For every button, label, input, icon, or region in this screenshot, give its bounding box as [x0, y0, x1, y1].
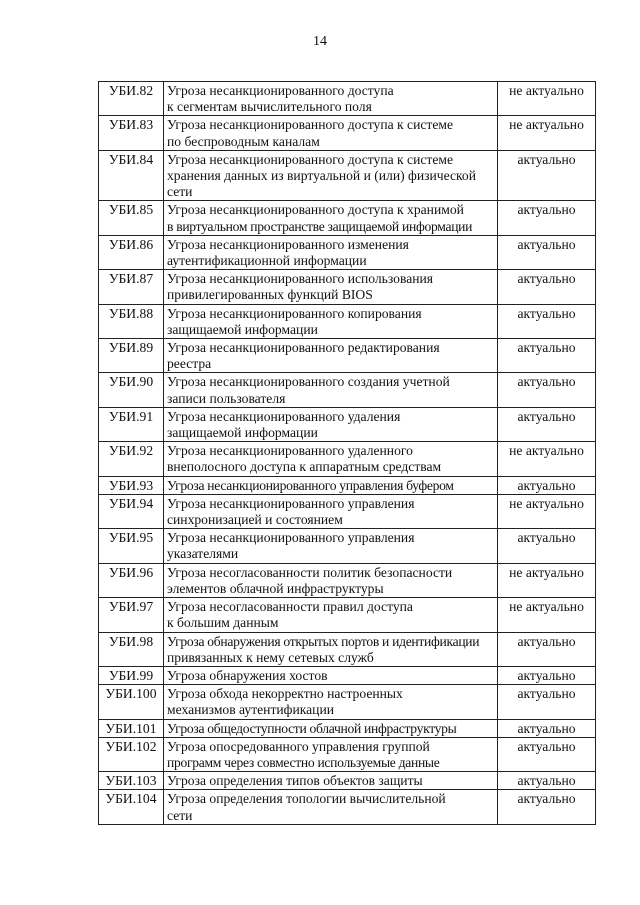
- threat-status-cell: актуально: [498, 407, 596, 441]
- threat-id-cell: УБИ.90: [99, 373, 164, 407]
- threat-status-cell: не актуально: [498, 494, 596, 528]
- threat-description-line: к сегментам вычислительного поля: [167, 99, 372, 115]
- threat-id-cell: УБИ.104: [99, 790, 164, 824]
- threats-table: [98, 81, 596, 825]
- threat-description-line: элементов облачной инфраструктуры: [167, 580, 384, 596]
- threat-row: [99, 201, 596, 235]
- threat-description-cell: [164, 719, 498, 737]
- threat-description-line: защищаемой информации: [167, 425, 318, 441]
- threat-row: [99, 270, 596, 304]
- threat-description-cell: [164, 150, 498, 201]
- threat-row: [99, 719, 596, 737]
- threat-status-cell: не актуально: [498, 82, 596, 116]
- threat-id-cell: УБИ.88: [99, 304, 164, 338]
- threat-id-cell: УБИ.100: [99, 685, 164, 719]
- threat-description-line: Угроза несанкционированного изменения: [167, 236, 409, 252]
- threat-id-cell: УБИ.87: [99, 270, 164, 304]
- threat-description-line: Угроза несанкционированного копирования: [167, 305, 422, 321]
- threat-description-cell: [164, 442, 498, 476]
- threat-row: [99, 790, 596, 824]
- threat-description-line: Угроза несанкционированного доступа: [167, 83, 394, 98]
- threat-description-cell: [164, 235, 498, 269]
- threat-row: [99, 116, 596, 150]
- threat-description-line: хранения данных из виртуальной и (или) физической: [167, 168, 476, 184]
- threat-row: [99, 339, 596, 373]
- threat-row: [99, 598, 596, 632]
- threat-row: [99, 304, 596, 338]
- threat-id-cell: УБИ.84: [99, 150, 164, 201]
- threat-row: [99, 442, 596, 476]
- threat-row: [99, 494, 596, 528]
- threat-description-line: в виртуальном пространстве защищаемой информации: [167, 218, 473, 234]
- threat-description-line: Угроза несанкционированного редактирования: [167, 340, 440, 356]
- threat-description-cell: [164, 772, 498, 790]
- threat-id-cell: УБИ.95: [99, 529, 164, 563]
- threat-description-line: Угроза обнаружения открытых портов и идентификации: [167, 633, 480, 649]
- threat-row: [99, 666, 596, 684]
- threat-description-line: сети: [167, 184, 193, 200]
- threat-status-cell: не актуально: [498, 116, 596, 150]
- threat-status-cell: не актуально: [498, 563, 596, 597]
- threat-description-line: Угроза несанкционированного управления буфером: [167, 477, 454, 493]
- threat-description-line: Угроза несанкционированного использования: [167, 271, 434, 287]
- threat-description-cell: [164, 737, 498, 771]
- threat-description-line: программ через совместно используемые данные: [167, 754, 440, 770]
- threat-row: [99, 373, 596, 407]
- threat-status-cell: актуально: [498, 737, 596, 771]
- threat-description-line: Угроза несогласованности правил доступа: [167, 599, 413, 615]
- threat-status-cell: актуально: [498, 270, 596, 304]
- threat-id-cell: УБИ.86: [99, 235, 164, 269]
- threat-status-cell: актуально: [498, 632, 596, 666]
- threat-status-cell: актуально: [498, 685, 596, 719]
- threat-id-cell: УБИ.89: [99, 339, 164, 373]
- threat-description-line: Угроза опосредованного управления группой: [167, 738, 430, 754]
- threat-id-cell: УБИ.85: [99, 201, 164, 235]
- threat-status-cell: актуально: [498, 772, 596, 790]
- threat-row: [99, 563, 596, 597]
- threat-status-cell: актуально: [498, 339, 596, 373]
- threat-description-line: Угроза несанкционированного управления: [167, 530, 415, 546]
- threat-description-cell: [164, 304, 498, 338]
- threat-row: [99, 82, 596, 116]
- threat-id-cell: УБИ.103: [99, 772, 164, 790]
- threat-id-cell: УБИ.99: [99, 666, 164, 684]
- threat-id-cell: УБИ.97: [99, 598, 164, 632]
- threat-description-line: сети: [167, 807, 193, 823]
- threat-id-cell: УБИ.102: [99, 737, 164, 771]
- threat-description-line: Угроза несанкционированного управления: [167, 495, 415, 511]
- threat-row: [99, 150, 596, 201]
- threat-description-line: механизмов аутентификации: [167, 702, 334, 718]
- threats-table-body: [99, 82, 596, 825]
- threat-description-cell: [164, 476, 498, 494]
- threat-description-line: Угроза несанкционированного удаленного: [167, 443, 413, 459]
- threat-description-cell: [164, 666, 498, 684]
- threat-status-cell: актуально: [498, 719, 596, 737]
- threat-description-cell: [164, 598, 498, 632]
- threat-status-cell: актуально: [498, 373, 596, 407]
- threat-id-cell: УБИ.83: [99, 116, 164, 150]
- threat-description-line: Угроза общедоступности облачной инфраструктуры: [167, 720, 457, 736]
- threat-description-cell: [164, 116, 498, 150]
- threat-description-cell: [164, 339, 498, 373]
- threat-status-cell: актуально: [498, 235, 596, 269]
- threat-description-line: аутентификационной информации: [167, 253, 367, 269]
- threat-status-cell: актуально: [498, 666, 596, 684]
- threat-description-line: Угроза несогласованности политик безопасности: [167, 564, 453, 580]
- threat-status-cell: актуально: [498, 476, 596, 494]
- threat-description-line: Угроза обхода некорректно настроенных: [167, 686, 403, 702]
- threat-description-line: Угроза несанкционированного доступа к системе: [167, 117, 454, 133]
- threat-description-cell: [164, 563, 498, 597]
- threat-description-line: привязанных к нему сетевых служб: [167, 649, 374, 665]
- threat-id-cell: УБИ.96: [99, 563, 164, 597]
- threat-row: [99, 476, 596, 494]
- threat-description-line: к большим данным: [167, 615, 279, 631]
- threat-id-cell: УБИ.101: [99, 719, 164, 737]
- threat-description-cell: [164, 373, 498, 407]
- threat-row: [99, 632, 596, 666]
- threat-status-cell: актуально: [498, 529, 596, 563]
- page-number: 14: [313, 34, 327, 49]
- threat-row: [99, 685, 596, 719]
- threat-description-line: записи пользователя: [167, 390, 286, 406]
- threat-row: [99, 529, 596, 563]
- threat-description-cell: [164, 632, 498, 666]
- threat-description-line: Угроза определения топологии вычислительной: [167, 791, 446, 807]
- threat-description-line: Угроза несанкционированного доступа к хранимой: [167, 202, 464, 218]
- threat-row: [99, 235, 596, 269]
- threat-description-line: указателями: [167, 546, 239, 562]
- threat-description-cell: [164, 494, 498, 528]
- threat-description-line: Угроза несанкционированного доступа к системе: [167, 151, 454, 167]
- threat-description-line: синхронизацией и состоянием: [167, 512, 343, 528]
- threat-description-line: Угроза обнаружения хостов: [167, 667, 328, 683]
- threat-description-line: Угроза несанкционированного удаления: [167, 408, 401, 424]
- threat-description-cell: [164, 201, 498, 235]
- threat-row: [99, 737, 596, 771]
- threat-description-line: Угроза несанкционированного создания учетной: [167, 374, 450, 390]
- threat-description-cell: [164, 407, 498, 441]
- threat-description-cell: [164, 82, 498, 116]
- threat-status-cell: актуально: [498, 150, 596, 201]
- threat-description-cell: [164, 685, 498, 719]
- threat-description-line: по беспроводным каналам: [167, 133, 320, 149]
- threat-description-line: защищаемой информации: [167, 321, 318, 337]
- threat-id-cell: УБИ.98: [99, 632, 164, 666]
- threat-description-line: реестра: [167, 356, 212, 372]
- threat-status-cell: актуально: [498, 790, 596, 824]
- threat-status-cell: не актуально: [498, 442, 596, 476]
- threat-description-cell: [164, 529, 498, 563]
- threat-description-cell: [164, 270, 498, 304]
- threat-row: [99, 407, 596, 441]
- threat-status-cell: актуально: [498, 201, 596, 235]
- threat-id-cell: УБИ.94: [99, 494, 164, 528]
- threat-id-cell: УБИ.91: [99, 407, 164, 441]
- threat-description-line: внеполосного доступа к аппаратным средствам: [167, 459, 442, 475]
- threat-description-line: привилегированных функций BIOS: [167, 287, 373, 303]
- threat-id-cell: УБИ.93: [99, 476, 164, 494]
- threat-description-line: Угроза определения типов объектов защиты: [167, 773, 423, 789]
- threat-id-cell: УБИ.92: [99, 442, 164, 476]
- threat-status-cell: не актуально: [498, 598, 596, 632]
- threat-id-cell: УБИ.82: [99, 82, 164, 116]
- threat-status-cell: актуально: [498, 304, 596, 338]
- threat-description-cell: [164, 790, 498, 824]
- threat-row: [99, 772, 596, 790]
